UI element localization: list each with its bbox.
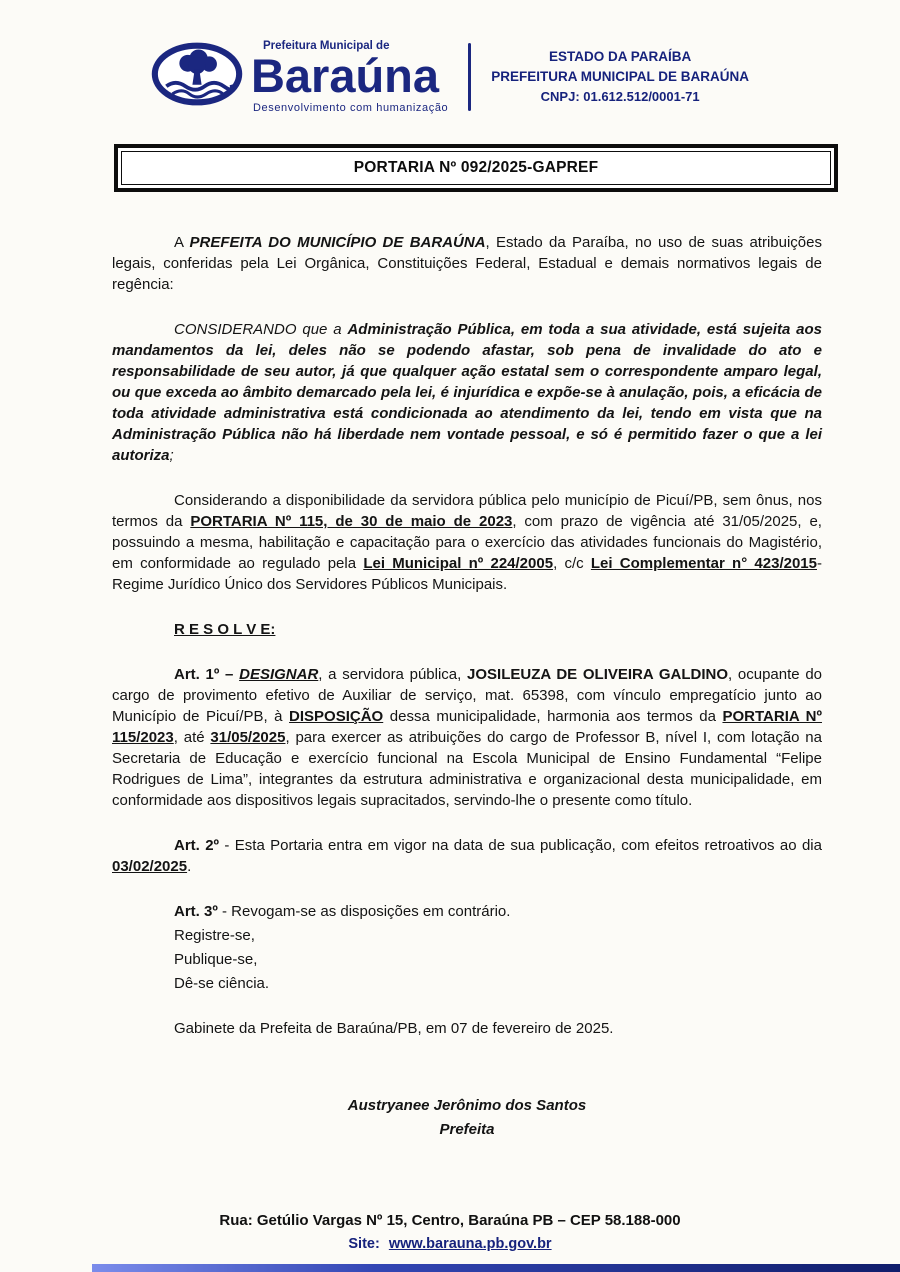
text-segment: Dê-se ciência.	[174, 974, 270, 992]
tree-water-logo-icon	[151, 41, 243, 112]
site-label: Site:	[348, 1236, 380, 1252]
text-segment: - Revogam-se as disposições em contrário.	[217, 902, 511, 920]
text-segment: PORTARIA Nº 115, de 30 de maio de 2023	[190, 512, 513, 530]
text-segment: , com prazo de vigência até 31/05/2025, e, possuindo a mesma, habilitação e capacitação para o exercício das atividades funcionais do Magistério, em conformidade ao regulado pela	[112, 512, 822, 572]
document-body	[0, 232, 900, 1140]
text-segment: DESIGNAR	[239, 665, 319, 683]
municipality-name: PREFEITURA MUNICIPAL DE BARAÚNA	[491, 69, 750, 85]
signature-name	[112, 1095, 822, 1116]
cnpj-number: CNPJ: 01.612.512/0001-71	[540, 89, 700, 105]
text-segment: JOSILEUZA DE OLIVEIRA GALDINO	[467, 665, 729, 683]
text-segment: , ocupante do cargo de provimento efetivo de Auxiliar de serviço, mat. 65398, com vínculo empregatício junto ao Município de Picuí/PB, à	[112, 665, 823, 725]
letterhead	[0, 0, 900, 114]
resolve-heading	[112, 619, 822, 640]
opening-paragraph	[112, 232, 822, 295]
state-identification-block	[491, 49, 749, 104]
bottom-scan-edge-strip	[92, 1264, 900, 1272]
text-segment: , até	[173, 728, 211, 746]
text-segment: PREFEITA DO MUNICÍPIO DE BARAÚNA	[189, 233, 486, 251]
text-segment: ;	[169, 446, 174, 464]
text-segment: Art. 1º –	[174, 665, 240, 683]
text-segment: .	[187, 857, 192, 875]
text-segment: A	[174, 233, 190, 251]
footer-site-line	[0, 1236, 900, 1252]
state-name: ESTADO DA PARAÍBA	[549, 49, 692, 65]
text-segment: Gabinete da Prefeita de Baraúna/PB, em 07 de fevereiro de 2025.	[174, 1019, 614, 1037]
text-segment: , a servidora pública,	[318, 665, 468, 683]
site-url-link: www.barauna.pb.gov.br	[388, 1236, 552, 1252]
logo-wordmark	[251, 40, 448, 114]
text-segment: Prefeita	[439, 1120, 495, 1138]
text-segment: , c/c	[553, 554, 591, 572]
de-se-ciencia-line	[112, 973, 822, 994]
logo-city-name: Baraúna	[250, 49, 440, 102]
text-segment: Lei Complementar n° 423/2015	[590, 554, 817, 572]
considerando-paragraph	[112, 319, 822, 466]
logo-pretitle: Prefeitura Municipal de	[262, 40, 390, 52]
text-segment: Lei Municipal nº 224/2005	[363, 554, 554, 572]
publique-se-line	[112, 949, 822, 970]
text-segment: Publique-se,	[174, 950, 258, 968]
article-3	[112, 901, 822, 922]
text-segment: Austryanee Jerônimo dos Santos	[347, 1096, 587, 1114]
text-segment: , para exercer as atribuições do cargo de Professor B, nível I, com lotação na Secretaria de Educação e exercício funcional na Escola Municipal de Ensino Fundamental “Felipe Rodrigues de Lima”, integrantes da estrutura administrativa e organizacional desta municipalidade, em conformidade aos dispositivos legais supracitados, servindo-lhe o presente como título.	[112, 728, 822, 809]
text-segment: DISPOSIÇÃO	[289, 707, 384, 725]
text-segment: PORTARIA Nº 115/2023	[112, 707, 822, 746]
footer-address: Rua: Getúlio Vargas Nº 15, Centro, Baraúna PB – CEP 58.188-000	[219, 1212, 681, 1229]
considerando-disponibilidade-paragraph	[112, 490, 822, 595]
text-segment: Art. 2º	[174, 836, 220, 854]
portaria-title: PORTARIA Nº 092/2025-GAPREF	[121, 151, 831, 185]
document-footer	[0, 1212, 900, 1252]
text-segment: Administração Pública, em toda a sua atividade, está sujeita aos mandamentos da lei, deles não se podendo afastar, sob pena de invalidade do ato e responsabilidade de seu autor, já que qualquer ação estatal sem o correspondente amparo legal, ou que exceda ao âmbito demarcado pela lei, é injurídica e expõe-se à anulação, pois, a eficácia de toda atividade administrativa está condicionada ao atendimento da lei, tendo em vista que na Administração Pública não há liberdade nem vontade pessoal, e só é permitido fazer o que a lei autoriza	[112, 320, 822, 464]
signature-title	[112, 1119, 822, 1140]
gabinete-line	[112, 1018, 822, 1039]
article-1	[112, 664, 822, 811]
text-segment: dessa municipalidade, harmonia aos termos da	[383, 707, 723, 725]
text-segment: CONSIDERANDO que a	[174, 320, 348, 338]
text-segment: Art. 3º	[174, 902, 218, 920]
portaria-title-box	[114, 144, 838, 192]
text-segment: , Estado da Paraíba, no uso de suas atribuições legais, conferidas pela Lei Orgânica, Constituições Federal, Estadual e demais normativos legais de regência:	[112, 233, 822, 293]
municipality-logo	[151, 40, 448, 114]
article-2	[112, 835, 822, 877]
text-segment: R E S O L V E:	[174, 620, 276, 638]
text-segment: - Esta Portaria entra em vigor na data de sua publicação, com efeitos retroativos ao dia	[219, 836, 822, 854]
logo-tagline: Desenvolvimento com humanização	[252, 101, 449, 114]
text-segment: Considerando a disponibilidade da servidora pública pelo município de Picuí/PB, sem ônus, nos termos da	[112, 491, 822, 530]
text-segment: 03/02/2025	[112, 857, 188, 875]
header-divider	[468, 43, 471, 111]
registre-se-line	[112, 925, 822, 946]
text-segment: Registre-se,	[174, 926, 255, 944]
text-segment: -Regime Jurídico Único dos Servidores Públicos Municipais.	[112, 554, 822, 593]
text-segment: 31/05/2025	[210, 728, 286, 746]
